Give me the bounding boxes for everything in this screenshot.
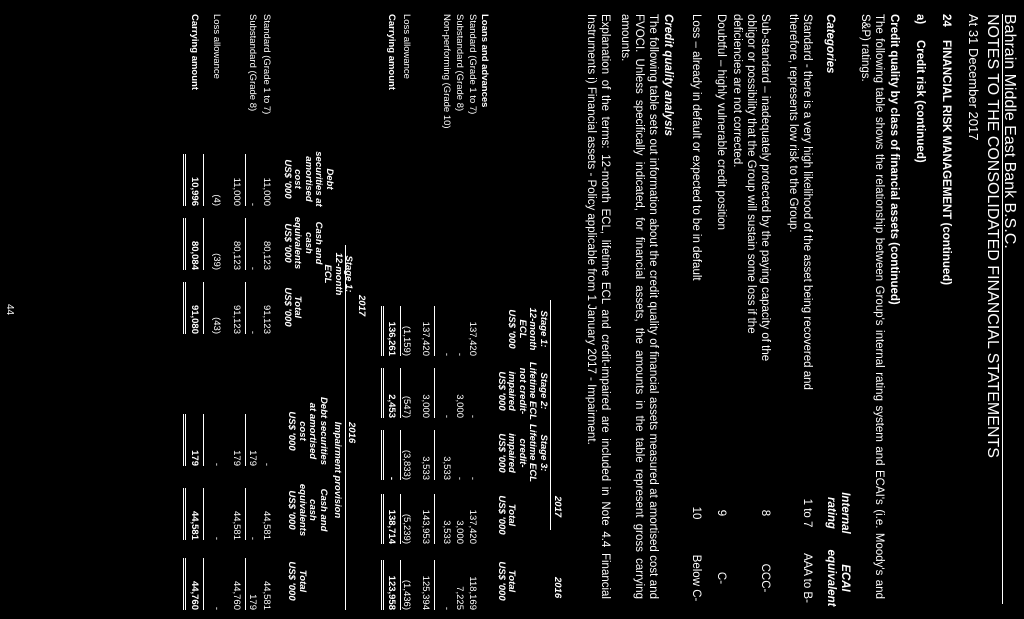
table2-total-double-rule [183, 282, 186, 334]
ecai-heading: ECAI equivalent [825, 549, 851, 607]
table2-cell: 44,581 [189, 510, 200, 540]
subsection-title: Credit risk (continued) [914, 40, 926, 163]
table2-cell: - [247, 266, 258, 270]
table1-cell: 143,953 [420, 509, 431, 544]
table1-cell: - [454, 352, 465, 356]
table1-cell: 118,169 [467, 576, 478, 610]
table2-cell: - [211, 606, 222, 610]
table2-total-double-rule [183, 154, 186, 206]
table1-cell: 138,714 [386, 509, 397, 544]
table2-col-cash-2016: Cash and cash equivalents US$ '000 [286, 483, 329, 537]
table1-cell: (1,159) [401, 325, 412, 356]
table2-cell: 91,123 [261, 304, 272, 334]
table2-subtotal-rule [245, 282, 246, 334]
category-substandard: Sub-standard – inadequately protected by the paying capacity of the obligor or possibility that the Group will sustain some loss if the deficiencies are not corrected. [731, 14, 771, 362]
table2-subtotal-rule [245, 154, 246, 206]
analysis-heading: Credit quality analysis [662, 14, 674, 137]
table2-col-debt: Debt securities at amortised cost US$ '000 [282, 151, 335, 207]
table1-total-double-rule [381, 306, 384, 356]
table2-cell: 179 [231, 450, 242, 466]
table1-cell: 137,420 [467, 509, 478, 544]
table1-year-2017: 2017 [552, 496, 563, 518]
table1-row-label: Non-performing (Grade 10) [441, 14, 452, 129]
table2-subtotal-rule [203, 414, 204, 466]
table1-total-double-rule [381, 494, 384, 544]
table2-cell: - [211, 536, 222, 540]
section-title: FINANCIAL RISK MANAGEMENT (continued) [940, 40, 952, 286]
table1-col-stage3: Stage 3: Lifetime ECL credit- impaired US$ '000 [496, 424, 549, 483]
table1-cell: - [441, 414, 452, 418]
table1-cell: (1,436) [401, 579, 412, 610]
table1-cell: 3,000 [454, 394, 465, 418]
ecai-doubtful: C- [715, 571, 727, 585]
table2-col-total: Total US$ '000 [282, 287, 304, 327]
rating-standard: 1 to 7 [801, 498, 813, 528]
table2-cell: - [247, 536, 258, 540]
ecai-standard: AAA to B- [801, 553, 813, 603]
table2-impairment-provision: Impairment provision [332, 421, 343, 519]
table1-subtotal-rule [434, 560, 435, 610]
table1-cell: - [467, 414, 478, 418]
rating-doubtful: 9 [715, 509, 727, 517]
table1-year-rule [550, 300, 551, 530]
table1-cell: 3,533 [420, 456, 431, 480]
table2-row-label: Carrying amount [189, 14, 200, 91]
table1-subtotal-rule [434, 306, 435, 356]
table2-cell: 44,581 [261, 510, 272, 540]
table2-cell: 179 [247, 594, 258, 610]
table2-subtotal-rule [203, 154, 204, 206]
table1-col-stage2: Stage 2: Lifetime ECL not credit- impaired US$ '000 [496, 362, 549, 421]
page-number: 44 [4, 303, 15, 316]
ecai-substandard: CCC- [759, 563, 771, 593]
table2-subtotal-rule [245, 414, 246, 466]
table1-year-2016: 2016 [552, 577, 563, 599]
categories-heading: Categories [824, 14, 836, 74]
table2-cell: - [247, 202, 258, 206]
header-rule [1002, 14, 1003, 604]
table1-cell: 7,225 [454, 586, 465, 610]
table2-subtotal-rule [203, 558, 204, 610]
table2-cell: 179 [247, 450, 258, 466]
explanation-text: Explanation of the terms: 12-month ECL, lifetime ECL and credit-impaired are included in Note 4.4 Financial Instruments i) Financial assets - Policy applicable from 1 January 2017 - Impairment. [585, 14, 611, 599]
table1-cell: 2,453 [386, 394, 397, 418]
table1-col-stage1: Stage 1: 12-month ECL US$ '000 [506, 307, 549, 351]
table1-cell: 136,261 [386, 321, 397, 356]
table2-total-double-rule [183, 558, 186, 610]
table1-subtotal-rule [400, 494, 401, 544]
table1-subtotal-rule [434, 430, 435, 480]
table1-cell: (547) [401, 395, 412, 418]
table2-cell: 44,760 [189, 580, 200, 610]
table2-cell: 80,123 [261, 240, 272, 270]
table2-subtotal-rule [203, 282, 204, 334]
section-number: 24 [940, 14, 952, 27]
category-standard: Standard - there is a very high likelihood of the asset being recovered and therefore, represents low risk to the Group. [787, 14, 813, 390]
table1-cell: 125,394 [420, 575, 431, 610]
category-loss: Loss – already in default or expected to be in default [690, 14, 702, 281]
table2-cell: 80,084 [189, 240, 200, 270]
table1-cell: - [441, 606, 452, 610]
table1-total-double-rule [381, 430, 384, 480]
table1-row-label: Standard (Grade 1 to 7) [467, 14, 478, 115]
table2-cell: 91,080 [189, 304, 200, 334]
table1-col-total-2016: Total US$ '000 [496, 561, 518, 601]
table1-cell: 137,420 [420, 321, 431, 356]
subsection-letter: a) [914, 14, 926, 25]
table2-cell: (4) [211, 194, 222, 206]
table2-subtotal-rule [203, 218, 204, 270]
table1-subtotal-rule [434, 368, 435, 418]
table1-cell: - [441, 352, 452, 356]
table1-subtotal-rule [400, 560, 401, 610]
table2-cell: - [211, 462, 222, 466]
table1-cell: 3,000 [420, 394, 431, 418]
table1-cell: 123,958 [386, 575, 397, 610]
table2-col-debt-2016: Debt securities at amortised cost US$ '000 [286, 396, 329, 466]
table2-cell: 11,000 [231, 177, 242, 206]
table2-col-stage1: Stage 1: 12-month ECL [322, 252, 355, 296]
table2-year-2017: 2017 [356, 295, 367, 317]
table2-row-label: Substandard (Grade 8) [247, 14, 258, 112]
report-date: At 31 December 2017 [966, 14, 981, 141]
table1-subtotal-rule [400, 368, 401, 418]
rating-loss: 10 [690, 506, 702, 520]
table1-subtotal-rule [400, 430, 401, 480]
table2-cell: 44,581 [231, 510, 242, 540]
table1-total-double-rule [381, 368, 384, 418]
table2-total-double-rule [183, 414, 186, 466]
table2-total-double-rule [183, 488, 186, 540]
table1-cell: - [467, 476, 478, 480]
category-doubtful: Doubtful – highly vulnerable credit position [715, 14, 727, 231]
table2-cell: 44,760 [231, 580, 242, 610]
analysis-text: The following table sets out information about the credit quality of financial assets measured at amortised cost and FVOCI. Unless specifically indicated, for financial assets, the amounts in the table represent gross carrying amounts. [619, 14, 659, 599]
table2-cell: 80,123 [231, 240, 242, 270]
table2-subtotal-rule [203, 488, 204, 540]
table2-subtotal-rule [245, 558, 246, 610]
table2-col-total-2016: Total US$ '000 [286, 561, 308, 601]
notes-title: NOTES TO THE CONSOLIDATED FINANCIAL STATEMENTS [984, 14, 1001, 458]
table2-subtotal-rule [245, 488, 246, 540]
table1-total-double-rule [381, 560, 384, 610]
table2-cell: (39) [211, 253, 222, 270]
table2-year-2016: 2016 [346, 422, 357, 444]
table1-cell: 3,533 [441, 456, 452, 480]
table1-row-label: Loss allowance [401, 14, 412, 79]
table1-cell: (5,239) [401, 513, 412, 544]
table2-row-label: Loss allowance [211, 14, 222, 79]
table2-cell: (43) [211, 317, 222, 334]
table1-col-total: Total US$ '000 [496, 495, 518, 535]
table2-col-cash: Cash and cash equivalents US$ '000 [282, 216, 325, 270]
table2-cell: - [247, 330, 258, 334]
table1-cell: (3,833) [401, 449, 412, 480]
internal-rating-heading: Internal rating [825, 492, 851, 534]
table1-row-label: Substandard (Grade 8) [454, 14, 465, 112]
table2-cell: 10,996 [189, 176, 200, 206]
table1-cell: 137,420 [467, 321, 478, 356]
ecai-loss: Below C- [690, 554, 702, 602]
credit-quality-heading: Credit quality by class of financial assets (continued) [888, 14, 900, 305]
table1-cell: 3,000 [454, 520, 465, 544]
table2-cell: - [261, 462, 272, 466]
table2-cell: 44,581 [261, 580, 272, 610]
table2-cell: 179 [189, 450, 200, 466]
table1-subtotal-rule [400, 306, 401, 356]
table2-cell: 11,000 [261, 177, 272, 206]
table1-cell: - [386, 476, 397, 480]
credit-quality-intro: The following table shows the relationship between Group's internal rating system and ECAI's (i.e. Moody's and S&P) ratings. [859, 14, 885, 599]
table1-row-label: Carrying amount [386, 14, 397, 91]
rating-substandard: 8 [759, 509, 771, 517]
table1-cell: 3,533 [441, 520, 452, 544]
table1-subtotal-rule [434, 494, 435, 544]
table2-subtotal-rule [245, 218, 246, 270]
bank-name: Bahrain Middle East Bank B.S.C. [1001, 14, 1018, 249]
table2-cell: 91,123 [231, 304, 242, 334]
table2-total-double-rule [183, 218, 186, 270]
table2-row-label: Standard (Grade 1 to 7) [261, 14, 272, 115]
table1-section-label: Loans and advances [479, 14, 490, 108]
table1-cell: - [454, 476, 465, 480]
